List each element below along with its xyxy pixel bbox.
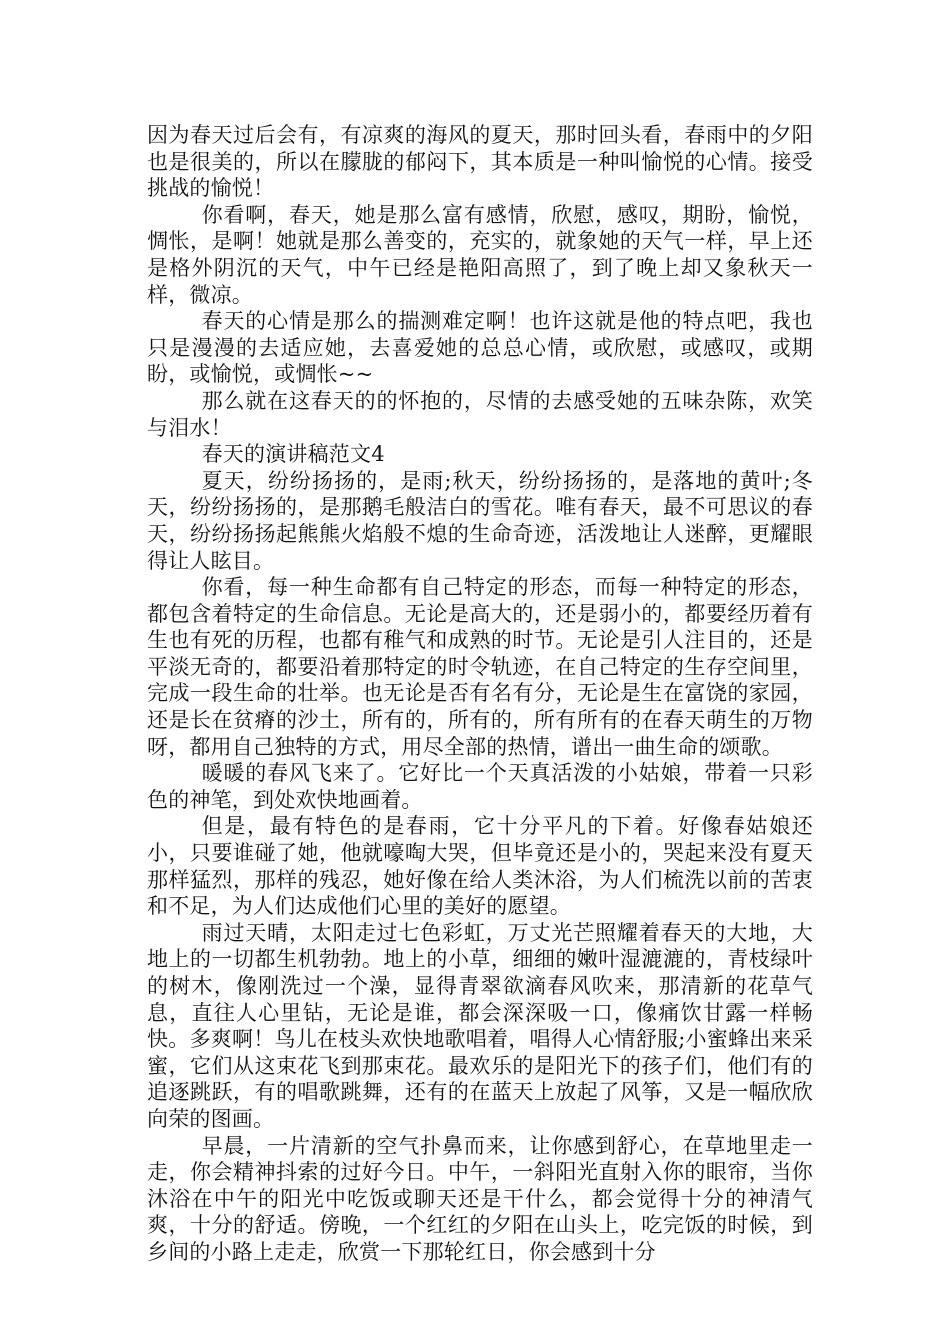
paragraph: 那么就在这春天的的怀抱的，尽情的去感受她的五味杂陈，欢笑与泪水！ [147,388,813,440]
paragraph: 夏天，纷纷扬扬的，是雨;秋天，纷纷扬扬的，是落地的黄叶;冬天，纷纷扬扬的，是那鹅毛般洁白的雪花。唯有春天，最不可思议的春天，纷纷扬扬起熊熊火焰般不熄的生命奇迹，活泼地让人迷醉，更耀眼得让人眩目。 [147,468,813,573]
paragraph: 但是，最有特色的是春雨，它十分平凡的下着。好像春姑娘还小，只要谁碰了她，他就嚎啕大哭，但毕竟还是小的，哭起来没有夏天那样猛烈，那样的残忍，她好像在给人类沐浴，为人们梳洗以前的苦衷和不足，为人们达成他们心里的美好的愿望。 [147,814,813,919]
paragraph: 暖暖的春风飞来了。它好比一个天真活泼的小姑娘，带着一只彩色的神笔，到处欢快地画着。 [147,761,813,812]
paragraph: 雨过天晴，太阳走过七色彩虹，万丈光芒照耀着春天的大地，大地上的一切都生机勃勃。地上的小草，细细的嫩叶湿漉漉的，青枝绿叶的树木，像刚洗过一个澡，显得青翠欲滴春风吹来，那清新的花草气息，直往人心里钻，无论是谁，都会深深吸一口，像痛饮甘露一样畅快。多爽啊！鸟儿在枝头欢快地歌唱着，唱得人心情舒服;小蜜蜂出来采蜜，它们从这束花飞到那束花。最欢乐的是阳光下的孩子们，他们有的追逐跳跃，有的唱歌跳舞，还有的在蓝天上放起了风筝，又是一幅欣欣向荣的图画。 [147,920,813,1131]
section-heading: 春天的演讲稿范文4 [201,442,385,467]
paragraph: 春天的心情是那么的揣测难定啊！也许这就是他的特点吧，我也只是漫漫的去适应她，去喜爱她的总总心情，或欣慰，或感叹，或期盼，或愉悦，或惆怅~~ [147,309,813,387]
paragraph: 因为春天过后会有，有凉爽的海风的夏天，那时回头看，春雨中的夕阳也是很美的，所以在朦胧的郁闷下，其本质是一种叫愉悦的心情。接受挑战的愉悦！ [147,123,813,201]
paragraph: 早晨，一片清新的空气扑鼻而来，让你感到舒心，在草地里走一走，你会精神抖索的过好今日。中午，一斜阳光直射入你的眼帘，当你沐浴在中午的阳光中吃饭或聊天还是干什么，都会觉得十分的神清气爽，十分的舒适。傍晚，一个红红的夕阳在山头上，吃完饭的时候，到乡间的小路上走走，欣赏一下那轮红日，你会感到十分 [147,1133,813,1264]
paragraph: 你看啊，春天，她是那么富有感情，欣慰，感叹，期盼，愉悦，惆怅，是啊！她就是那么善变的，充实的，就象她的天气一样，早上还是格外阴沉的天气，中午已经是艳阳高照了，到了晚上却又象秋天一样，微凉。 [147,202,813,307]
document-body [147,122,813,1266]
paragraph: 你看，每一种生命都有自己特定的形态，而每一种特定的形态，都包含着特定的生命信息。无论是高大的，还是弱小的，都要经历着有生也有死的历程，也都有稚气和成熟的时节。无论是引人注目的，还是平淡无奇的，都要沿着那特定的时令轨迹，在自己特定的生存空间里，完成一段生命的壮举。也无论是否有名有分，无论是生在富饶的家园，还是长在贫瘠的沙土，所有的，所有的，所有所有的在春天萌生的万物呀，都用自己独特的方式，用尽全部的热情，谱出一曲生命的颂歌。 [147,575,813,759]
